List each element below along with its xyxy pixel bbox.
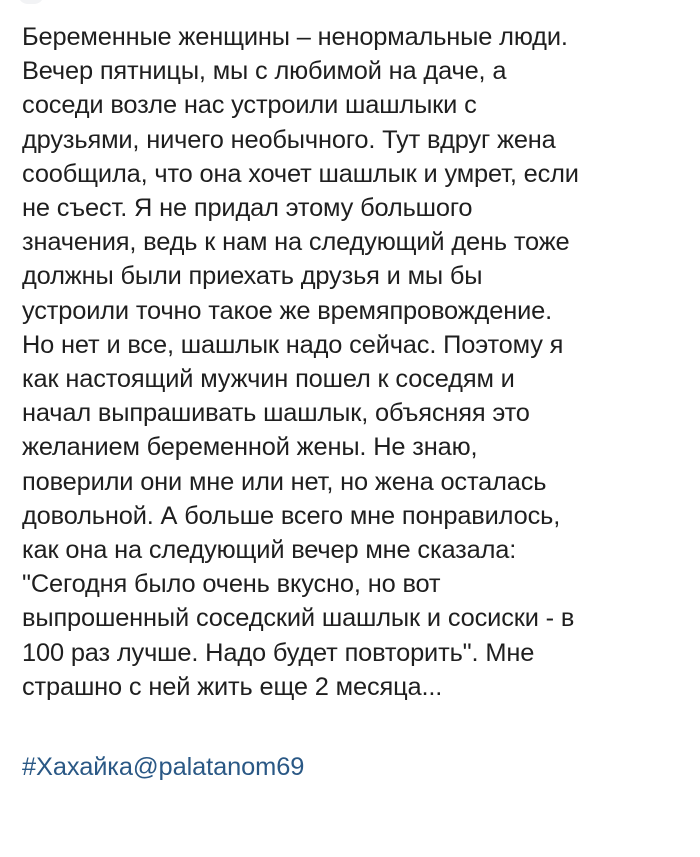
avatar-fragment [18,0,44,4]
post [22,20,678,784]
post-text-line: сообщила, что она хочет шашлык и умрет, если [22,159,579,188]
post-text-line: желанием беременной жены. Не знаю, [22,433,478,462]
post-text-line: друзьями, ничего необычного. Тут вдруг жена [22,125,556,154]
post-text-line: поверили они мне или нет, но жена осталась [22,467,547,496]
post-text-line: 100 раз лучше. Надо будет повторить". Мне [22,638,535,667]
post-text-line: соседи возле нас устроили шашлыки с [22,91,477,120]
post-text-line: Вечер пятницы, мы с любимой на даче, а [22,57,507,86]
post-text-line: "Сегодня было очень вкусно, но вот [22,570,441,599]
post-text-line: должны были приехать друзья и мы бы [22,262,483,291]
post-text-line: значения, ведь к нам на следующий день тоже [22,228,570,257]
post-text-line: Беременные женщины – ненормальные люди. [22,23,568,51]
post-text [22,20,678,704]
post-text-line: как настоящий мужчин пошел к соседям и [22,365,515,394]
post-text-line: не съест. Я не придал этому большого [22,194,473,223]
post-text-line: устроили точно такое же времяпровождение. [22,296,552,325]
post-text-line: выпрошенный соседский шашлык и сосиски - в [22,604,575,633]
post-text-line: как она на следующий вечер мне сказала: [22,536,517,565]
post-text-line: страшно с ней жить еще 2 месяца... [22,672,443,701]
post-text-line: Но нет и все, шашлык надо сейчас. Поэтому я [22,330,564,359]
post-text-line: начал выпрашивать шашлык, объясняя это [22,399,530,428]
hashtag-link[interactable]: #Хахайка@palatanom69 [22,753,305,782]
post-text-line: довольной. А больше всего мне понравилось, [22,501,561,530]
